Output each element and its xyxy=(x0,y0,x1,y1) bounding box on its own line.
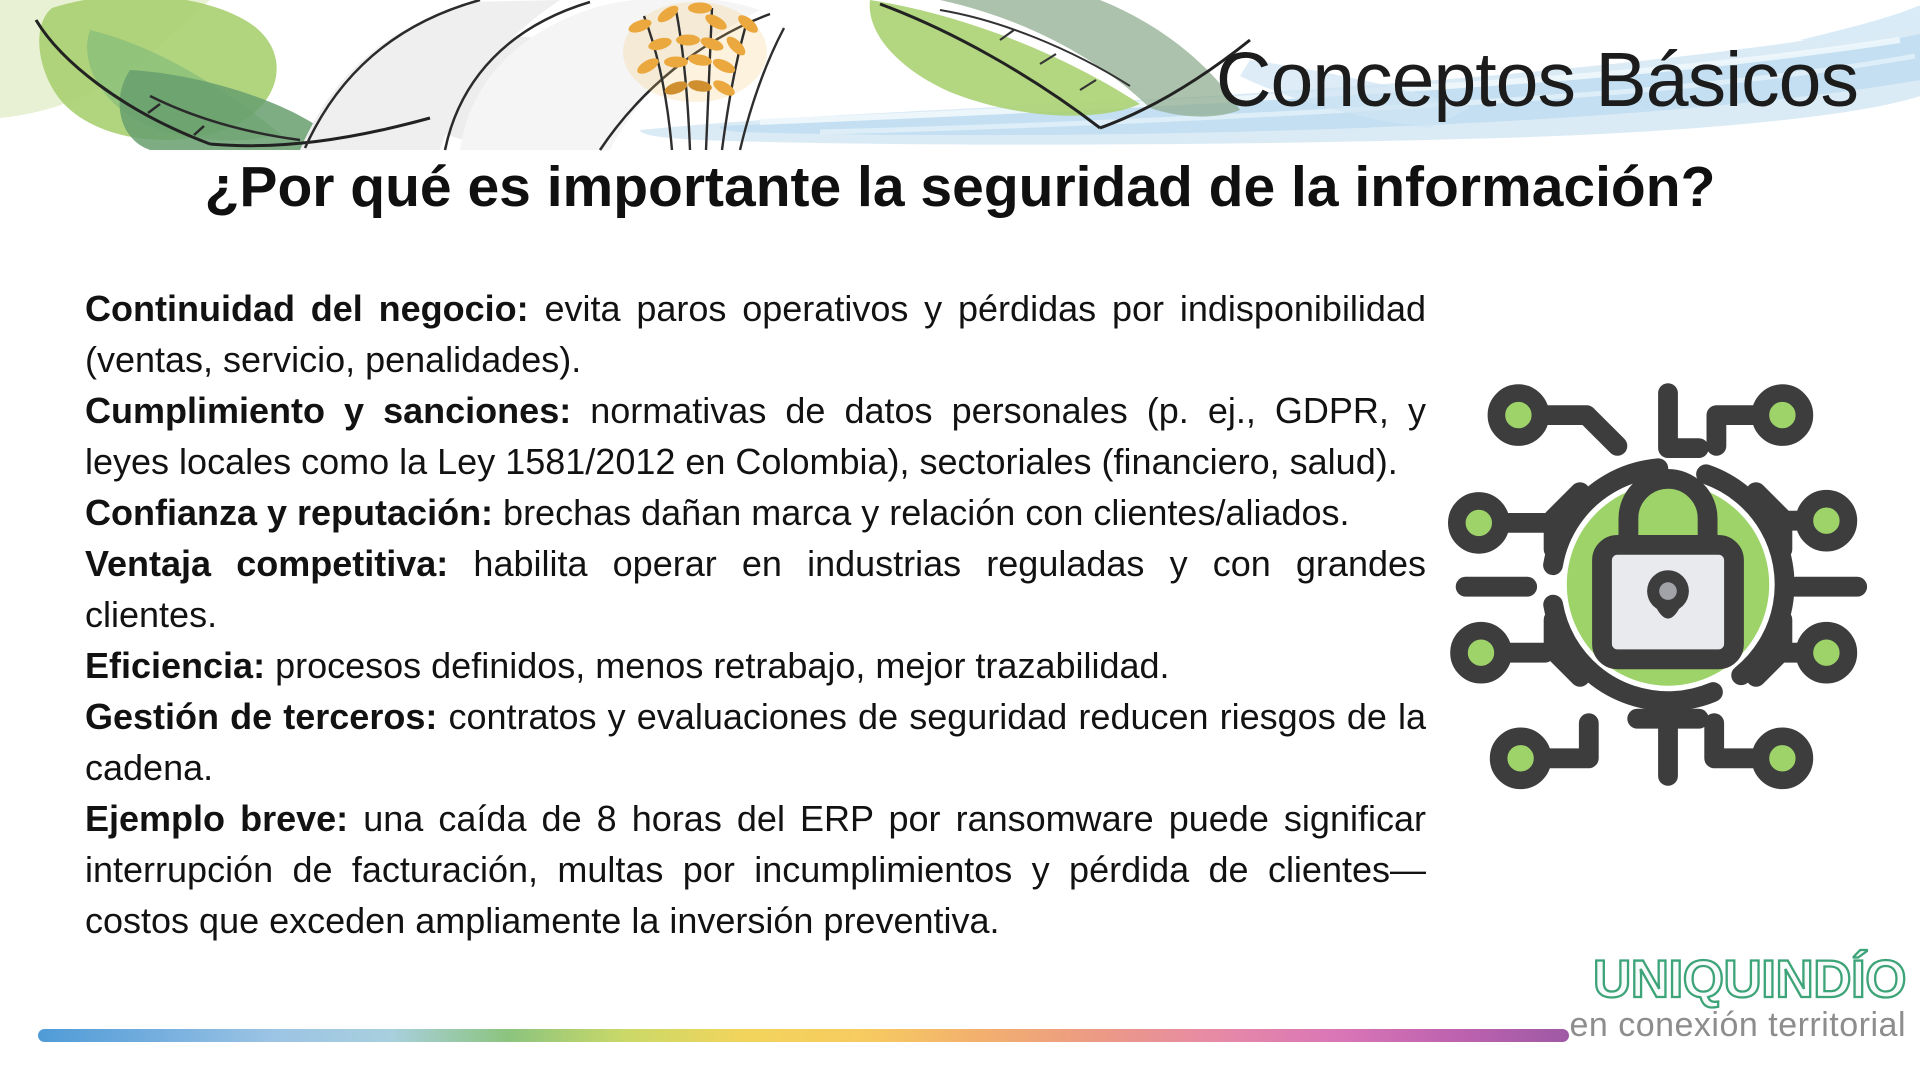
paragraph-text: habilita operar en industrias reguladas y con grandes clientes. xyxy=(85,543,1427,635)
paragraph-lead: Eficiencia: xyxy=(85,645,266,686)
paragraph-text: contratos y evaluaciones de seguridad reducen riesgos de la cadena. xyxy=(85,696,1427,788)
body-paragraphs xyxy=(85,283,1426,946)
page-title: Conceptos Básicos xyxy=(1215,37,1858,123)
body-paragraph xyxy=(85,385,1426,487)
paragraph-lead: Confianza y reputación: xyxy=(85,492,494,533)
paragraph-text: una caída de 8 horas del ERP por ransomware puede significar interrupción de facturación, multas por incumplimientos y pérdida de clientes—costos que exceden ampliamente la inversión preventiva. xyxy=(85,798,1426,941)
slide-subtitle: ¿Por qué es importante la seguridad de la información? xyxy=(204,155,1716,219)
body-paragraph xyxy=(85,283,1426,385)
body-paragraph xyxy=(85,691,1426,793)
body-paragraph xyxy=(85,538,1426,640)
paragraph-text: procesos definidos, menos retrabajo, mejor trazabilidad. xyxy=(265,645,1170,686)
footer-gradient-bar xyxy=(38,1029,1569,1042)
logo-name: UNIQUINDÍO xyxy=(1593,950,1906,1009)
paragraph-text: brechas dañan marca y relación con clientes/aliados. xyxy=(493,492,1350,533)
uniquindio-logo xyxy=(1569,951,1906,1045)
security-circuit-lock-icon xyxy=(1448,362,1888,807)
body-paragraph xyxy=(85,487,1426,538)
paragraph-text: evita paros operativos y pérdidas por indisponibilidad (ventas, servicio, penalidades). xyxy=(85,288,1426,380)
body-paragraph xyxy=(85,640,1426,691)
paragraph-lead: Gestión de terceros: xyxy=(85,696,438,737)
paragraph-text: normativas de datos personales (p. ej., GDPR, y leyes locales como la Ley 1581/2012 en Colombia), sectoriales (financiero, salud). xyxy=(85,390,1426,482)
logo-tagline: en conexión territorial xyxy=(1569,1006,1906,1045)
paragraph-lead: Cumplimiento y sanciones: xyxy=(85,390,572,431)
body-paragraph xyxy=(85,793,1426,946)
paragraph-lead: Ejemplo breve: xyxy=(85,798,349,839)
paragraph-lead: Ventaja competitiva: xyxy=(85,543,449,584)
paragraph-lead: Continuidad del negocio: xyxy=(85,288,529,329)
